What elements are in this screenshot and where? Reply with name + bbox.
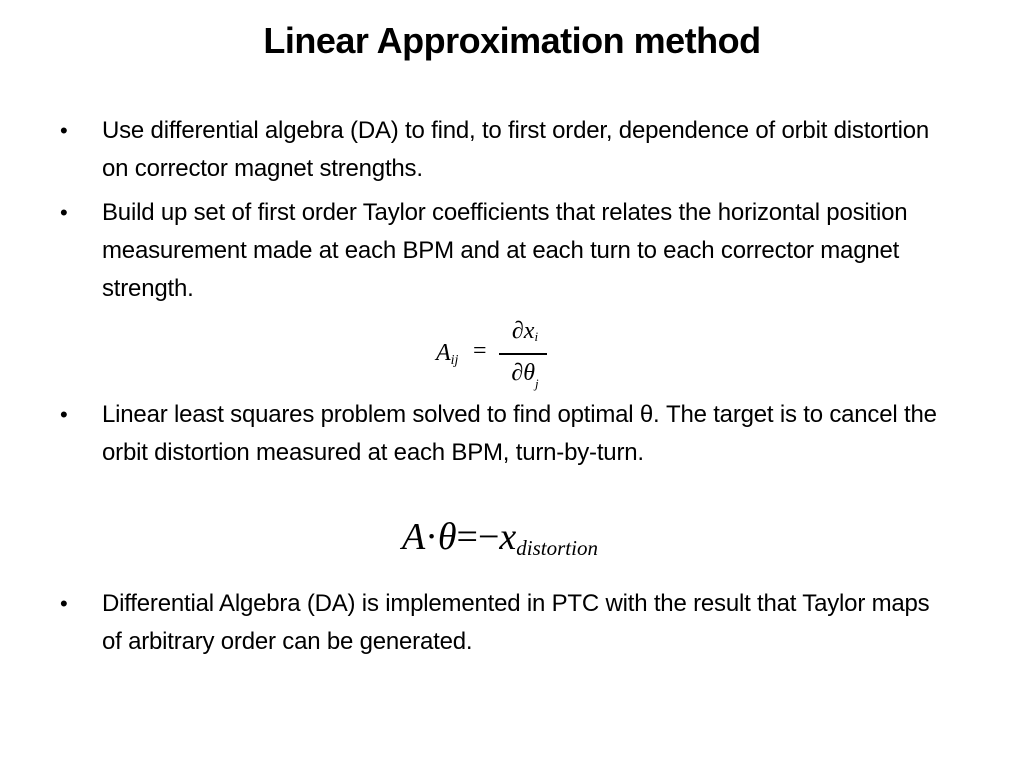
equation-equals: =: [473, 338, 487, 364]
bullet-marker: •: [60, 118, 68, 143]
least-squares-equation: [402, 512, 672, 568]
bullet-item: [60, 585, 940, 661]
equation-lhs: $A_{ij}$: [436, 340, 459, 368]
equation-dot: ·: [425, 516, 438, 558]
bullet-text: Linear least squares problem solved to find optimal θ. The target is to cancel the orbit distortion measured at each BPM, turn-by-turn.: [102, 401, 937, 466]
equation-equals: =: [456, 516, 478, 558]
equation-minus: −: [477, 516, 500, 558]
equation-numerator: $\partial x_i$: [511, 318, 539, 344]
equation-theta: θ: [437, 516, 457, 558]
bullet-item: [60, 112, 940, 188]
bullet-marker: •: [60, 200, 68, 225]
equation-x-subscript: distortion: [516, 536, 598, 560]
jacobian-equation: [436, 316, 556, 396]
fraction-bar: [499, 353, 547, 355]
bullet-text: Use differential algebra (DA) to find, to first order, dependence of orbit distortion on corrector magnet strengths.: [102, 117, 930, 182]
bullet-marker: •: [60, 402, 68, 427]
equation-x: x: [499, 516, 517, 558]
bullet-text: Differential Algebra (DA) is implemented in PTC with the result that Taylor maps of arbitrary order can be generated.: [102, 590, 930, 655]
bullet-item: [60, 396, 940, 472]
bullet-item: [60, 194, 940, 308]
bullet-marker: •: [60, 591, 68, 616]
slide-title: Linear Approximation method: [263, 20, 761, 61]
equation-denominator: $\partial\theta_j$: [511, 360, 539, 391]
equation-a: A: [402, 516, 426, 558]
bullet-text: Build up set of first order Taylor coefficients that relates the horizontal position measurement made at each BPM and at each turn to each corrector magnet strength.: [102, 199, 908, 302]
